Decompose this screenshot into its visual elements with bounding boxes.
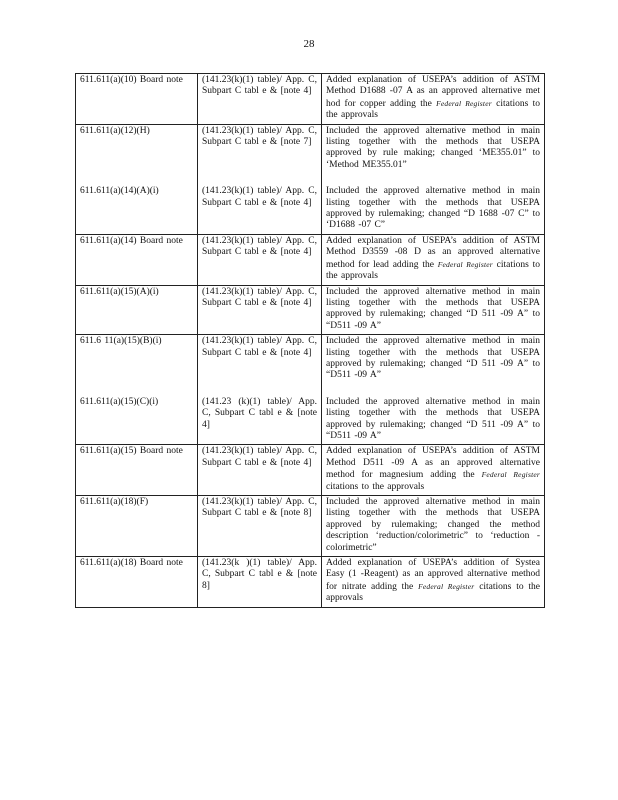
federal-register-text: Federal Register [481, 470, 540, 480]
explanation-text: Included the approved alternative method in main listing together with the methods that USEPA approved by rulemaking; changed “D 511 -09 A” to “D511 -09 A” [326, 396, 540, 441]
table-row [76, 185, 545, 234]
explanation-text: Included the approved alternative method in main listing together with the methods that USEPA approved by rulemaking; changed “D 511 -09 A” to “D511 -09 A” [326, 286, 540, 331]
section-cell: 611.611(a)(10) Board note [76, 74, 198, 125]
section-cell: 611.611(a)(15)(C)(i) [76, 396, 198, 445]
table-row [76, 285, 545, 335]
explanation-cell [322, 496, 545, 557]
explanation-text: Included the approved alternative method in main listing together with the methods that USEPA approved by rulemaking; changed “D 1688 -07 C” to ‘D1688 -07 C” [326, 186, 540, 231]
explanation-tail: citations to the approvals [326, 581, 541, 604]
source-cell: (141.23(k)(1) table)/ App. C, Subpart C tabl e & [note 4] [198, 185, 322, 234]
table-row [76, 74, 545, 125]
table-row [76, 234, 545, 285]
explanation-text: Added explanation of USEPA’s addition of ASTM Method D3559 -08 D as an approved alternative method for lead adding the [326, 235, 540, 270]
table-row [76, 496, 545, 557]
section-cell: 611.611(a)(15)(A)(i) [76, 285, 198, 335]
source-cell: (141.23(k)(1) table)/ App. C, Subpart C tabl e & [note 4] [198, 285, 322, 335]
explanation-text: Added explanation of USEPA’s addition of ASTM Method D1688 -07 A as an approved alternative met hod for copper adding the [326, 75, 540, 109]
section-cell: 611.6 11(a)(15)(B)(i) [76, 335, 198, 384]
explanation-cell [322, 234, 545, 285]
explanation-text: Included the approved alternative method in main listing together with the methods that USEPA approved by rulemaking; changed the method description ‘reduction/colorimetric” to ‘reduction - colorimetric” [326, 497, 540, 553]
section-cell: 611.611(a)(18)(F) [76, 496, 198, 557]
explanation-text: Added explanation of USEPA’s addition of ASTM Method D511 -09 A as an approved alternative method for magnesium adding the [326, 446, 540, 481]
source-cell: (141.23(k)(1) table)/ App. C, Subpart C tabl e & [note 4] [198, 74, 322, 125]
explanation-tail: citations to the approvals [326, 259, 540, 282]
federal-register-text: Federal Register [437, 259, 493, 269]
section-cell: 611.611(a)(14)(A)(i) [76, 185, 198, 234]
source-cell: (141.23(k)(1) table)/ App. C, Subpart C tabl e & [note 7] [198, 124, 322, 173]
table-row [76, 396, 545, 445]
explanation-cell [322, 557, 545, 608]
explanation-cell [322, 285, 545, 335]
source-cell: (141.23(k)(1) table)/ App. C, Subpart C tabl e & [note 4] [198, 335, 322, 384]
explanation-cell [322, 396, 545, 445]
table-row [76, 445, 545, 496]
explanation-tail: citations to the approvals [326, 481, 425, 492]
table-row-spacer [76, 384, 545, 396]
explanation-cell [322, 185, 545, 234]
page-number: 28 [303, 38, 315, 50]
source-cell: (141.23(k )(1) table)/ App. C, Subpart C tabl e & [note 8] [198, 557, 322, 608]
section-cell: 611.611(a)(18) Board note [76, 557, 198, 608]
explanation-text: Included the approved alternative method in main listing together with the methods that USEPA approved by rule making; changed ‘ME355.01” to ‘Method ME355.01” [326, 125, 540, 170]
table-row-spacer [76, 173, 545, 185]
explanation-cell [322, 445, 545, 496]
explanation-cell [322, 124, 545, 173]
federal-register-text: Federal Register [436, 98, 492, 108]
section-cell: 611.611(a)(14) Board note [76, 234, 198, 285]
federal-register-text: Federal Register [418, 581, 475, 591]
explanation-tail: citations to the approvals [326, 98, 541, 121]
explanation-text: Included the approved alternative method in main listing together with the methods that USEPA approved by rulemaking; changed “D 511 -09 A” to “D511 -09 A” [326, 336, 540, 381]
source-cell: (141.23(k)(1) table)/ App. C, Subpart C tabl e & [note 4] [198, 445, 322, 496]
table-row [76, 335, 545, 384]
source-cell: (141.23(k)(1) table)/ App. C, Subpart C tabl e & [note 8] [198, 496, 322, 557]
source-cell: (141.23 (k)(1) table)/ App. C, Subpart C tabl e & [note 4] [198, 396, 322, 445]
section-cell: 611.611(a)(15) Board note [76, 445, 198, 496]
amendments-table [75, 73, 545, 608]
section-cell: 611.611(a)(12)(H) [76, 124, 198, 173]
table-row [76, 124, 545, 173]
source-cell: (141.23(k)(1) table)/ App. C, Subpart C tabl e & [note 4] [198, 234, 322, 285]
explanation-text: Added explanation of USEPA’s addition of Systea Easy (1 -Reagent) as an approved alternative method for nitrate adding the [326, 558, 540, 592]
explanation-cell [322, 335, 545, 384]
explanation-cell [322, 74, 545, 125]
table-row [76, 557, 545, 608]
